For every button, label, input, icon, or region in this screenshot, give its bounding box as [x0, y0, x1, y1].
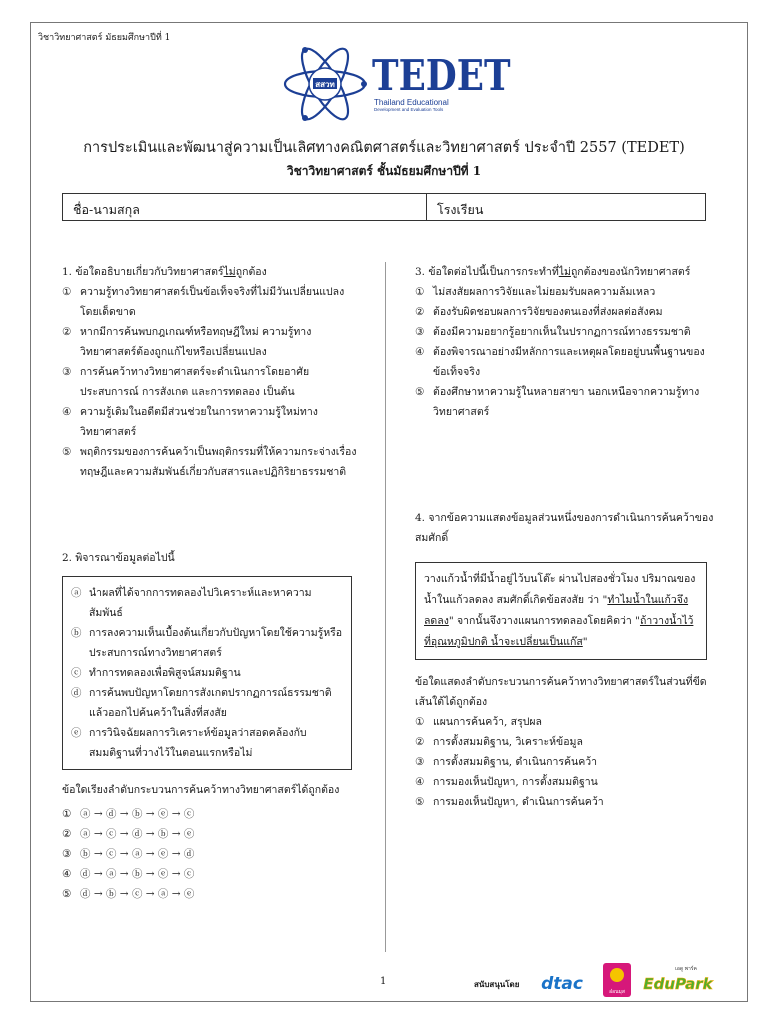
- option-text: ต้องรับผิดชอบผลการวิจัยของตนเองที่ส่งผลต่อสังคม: [433, 306, 663, 318]
- option-number: ⓑ: [71, 627, 82, 639]
- option-number: ④: [415, 346, 425, 358]
- school-label: โรงเรียน: [437, 202, 484, 217]
- option-text: ⓓ → ⓑ → ⓒ → ⓐ → ⓔ: [80, 888, 195, 900]
- option-text: นำผลที่ได้จากการทดลองไปวิเคราะห์และหาความสัมพันธ์: [89, 587, 312, 619]
- option-text: ต้องพิจารณาอย่างมีหลักการและเหตุผลโดยอยู่บนพื้นฐานของข้อเท็จจริง: [433, 346, 705, 378]
- header-subject-note: วิชาวิทยาศาสตร์ มัธยมศึกษาปีที่ 1: [38, 33, 171, 43]
- q2-box-option-4: [71, 683, 343, 723]
- option-text: ⓐ → ⓒ → ⓓ → ⓑ → ⓔ: [80, 828, 195, 840]
- question-2-info-box: [62, 576, 352, 770]
- option-number: ⑤: [62, 446, 72, 458]
- q2-option-5[interactable]: [62, 884, 362, 904]
- option-text: การลงความเห็นเบื้องต้นเกี่ยวกับปัญหาโดยใช้ความรู้หรือประสบการณ์ทางวิทยาศาสตร์: [89, 627, 343, 659]
- question-4-stem: 4. จากข้อความแสดงข้อมูลส่วนหนึ่งของการดำเนินการค้นคว้าของสมศักดิ์: [415, 512, 714, 544]
- q2-option-2[interactable]: [62, 824, 362, 844]
- q4-option-5[interactable]: [415, 792, 715, 812]
- q4-option-2[interactable]: [415, 732, 715, 752]
- exam-sub-title: วิชาวิทยาศาสตร์ ชั้นมัธยมศึกษาปีที่ 1: [286, 164, 482, 178]
- option-text: ไม่สงสัยผลการวิจัยและไม่ยอมรับผลความล้มเหลว: [433, 286, 656, 298]
- option-text: การค้นคว้าทางวิทยาศาสตร์จะดำเนินการโดยอาศัยประสบการณ์ การสังเกต และการทดลอง เป็นต้น: [80, 366, 310, 398]
- svg-text:สสวท: สสวท: [315, 80, 335, 89]
- q3-option-5[interactable]: [415, 382, 715, 422]
- option-text: ⓐ → ⓓ → ⓑ → ⓔ → ⓒ: [80, 808, 195, 820]
- option-number: ⓓ: [71, 687, 82, 699]
- option-text: การค้นพบปัญหาโดยการสังเกตปรากฏการณ์ธรรมชาติแล้วออกไปค้นคว้าในสิ่งที่สงสัย: [89, 687, 332, 719]
- option-text: การมองเห็นปัญหา, ดำเนินการค้นคว้า: [433, 796, 604, 808]
- option-number: ①: [415, 716, 425, 728]
- option-text: การมองเห็นปัญหา, การตั้งสมมติฐาน: [433, 776, 598, 788]
- question-3: [415, 262, 715, 422]
- option-text: หากมีการค้นพบกฎเกณฑ์หรือทฤษฎีใหม่ ความรู้ทางวิทยาศาสตร์ต้องถูกแก้ไขหรือเปลี่ยนแปลง: [80, 326, 312, 358]
- option-number: ①: [415, 286, 425, 298]
- option-number: ⓔ: [71, 727, 82, 739]
- question-4-options: [415, 712, 715, 812]
- q4-option-4[interactable]: [415, 772, 715, 792]
- exam-main-title: การประเมินและพัฒนาสู่ความเป็นเลิศทางคณิตศาสตร์และวิทยาศาสตร์ ประจำปี 2557 (TEDET): [83, 140, 685, 156]
- option-text: ⓓ → ⓐ → ⓑ → ⓔ → ⓒ: [80, 868, 195, 880]
- student-info-table: [62, 193, 706, 221]
- q3-option-4[interactable]: [415, 342, 715, 382]
- question-2-options: [62, 804, 362, 904]
- q2-box-option-2: [71, 623, 343, 663]
- option-number: ④: [62, 868, 72, 880]
- question-2-stem: 2. พิจารณาข้อมูลต่อไปนี้: [62, 552, 175, 564]
- option-text: ความรู้เดิมในอดีตมีส่วนช่วยในการหาความรู้ใหม่ทางวิทยาศาสตร์: [80, 406, 318, 438]
- name-label: ชื่อ-นามสกุล: [73, 202, 140, 217]
- option-number: ③: [415, 756, 425, 768]
- q3-option-3[interactable]: [415, 322, 715, 342]
- option-text: ความรู้ทางวิทยาศาสตร์เป็นข้อเท็จจริงที่ไม่มีวันเปลี่ยนแปลงโดยเด็ดขาด: [80, 286, 345, 318]
- option-number: ②: [62, 828, 72, 840]
- q3-option-2[interactable]: [415, 302, 715, 322]
- question-1-options: [62, 282, 362, 482]
- option-text: ต้องศึกษาหาความรู้ในหลายสาขา นอกเหนือจากความรู้ทางวิทยาศาสตร์: [433, 386, 700, 418]
- q1-option-3[interactable]: [62, 362, 362, 402]
- question-1: [62, 262, 362, 482]
- q4-option-1[interactable]: [415, 712, 715, 732]
- option-text: การตั้งสมมติฐาน, ดำเนินการค้นคว้า: [433, 756, 598, 768]
- question-2-question: ข้อใดเรียงลำดับกระบวนการค้นคว้าทางวิทยาศาสตร์ได้ถูกต้อง: [62, 784, 340, 796]
- q1-option-2[interactable]: [62, 322, 362, 362]
- question-4-question: ข้อใดแสดงลำดับกระบวนการค้นคว้าทางวิทยาศาสตร์ในส่วนที่ขีดเส้นใต้ได้ถูกต้อง: [415, 676, 707, 708]
- option-text: ⓑ → ⓒ → ⓐ → ⓔ → ⓓ: [80, 848, 195, 860]
- option-number: ①: [62, 286, 72, 298]
- q2-option-3[interactable]: [62, 844, 362, 864]
- svg-text:dtac: dtac: [541, 974, 583, 994]
- tedet-wordmark: TEDET: [372, 51, 511, 100]
- question-2-box-items: [71, 583, 343, 763]
- option-number: ①: [62, 808, 72, 820]
- tedet-logo: [372, 51, 511, 114]
- option-text: แผนการค้นคว้า, สรุปผล: [433, 716, 542, 728]
- option-text: การตั้งสมมติฐาน, วิเคราะห์ข้อมูล: [433, 736, 583, 748]
- option-number: ⑤: [415, 386, 425, 398]
- edupark-logo: [643, 962, 713, 996]
- q2-box-option-3: [71, 663, 343, 683]
- option-number: ⑤: [415, 796, 425, 808]
- question-3-options: [415, 282, 715, 422]
- option-number: ②: [62, 326, 72, 338]
- page-number: 1: [380, 976, 387, 987]
- option-number: ④: [415, 776, 425, 788]
- option-text: ทำการทดลองเพื่อพิสูจน์สมมติฐาน: [89, 667, 241, 679]
- question-3-stem: 3. ข้อใดต่อไปนี้เป็นการกระทำที่ไม่ถูกต้องของนักวิทยาศาสตร์: [415, 266, 691, 278]
- option-number: ③: [62, 848, 72, 860]
- option-number: ⓒ: [71, 667, 82, 679]
- svg-text:เอดู พาร์ค: เอดู พาร์ค: [675, 966, 697, 972]
- option-number: ③: [415, 326, 425, 338]
- option-number: ③: [62, 366, 72, 378]
- supported-by-label: สนับสนุนโดย: [474, 980, 520, 989]
- q1-option-4[interactable]: [62, 402, 362, 442]
- option-text: ต้องมีความอยากรู้อยากเห็นในปรากฏการณ์ทางธรรมชาติ: [433, 326, 691, 338]
- q2-option-4[interactable]: [62, 864, 362, 884]
- option-number: ④: [62, 406, 72, 418]
- tedet-subtitle-1: Thailand Educational: [374, 98, 449, 107]
- tedet-subtitle-2: Development and Evaluation Tools: [374, 107, 444, 112]
- dtac-logo: [536, 968, 588, 996]
- question-4-passage-box: วางแก้วน้ำที่มีน้ำอยู่ไว้บนโต๊ะ ผ่านไปสองชั่วโมง ปริมาณของน้ำในแก้วลดลง สมศักดิ์เกิดข้อสงสัย ว่า "ทำไมน้ำในแก้วจึงลดลง" จากนั้นจึงวางแผนการทดลองโดยคิดว่า "ถ้าวางน้ำไว้ที่อุณหภูมิปกติ น้ำจะเปลี่ยนเป็นแก๊ส": [415, 562, 707, 660]
- option-text: การวินิจฉัยผลการวิเคราะห์ข้อมูลว่าสอดคล้องกับสมมติฐานที่วางไว้ในตอนแรกหรือไม่: [89, 727, 307, 759]
- question-4: [415, 508, 715, 812]
- column-divider: [385, 262, 386, 952]
- question-1-stem: 1. ข้อใดอธิบายเกี่ยวกับวิทยาศาสตร์ไม่ถูกต้อง: [62, 266, 267, 278]
- q3-option-1[interactable]: [415, 282, 715, 302]
- q4-option-3[interactable]: [415, 752, 715, 772]
- option-number: ⑤: [62, 888, 72, 900]
- name-field[interactable]: [63, 194, 427, 220]
- school-field[interactable]: [427, 194, 705, 220]
- logo-row: [0, 48, 768, 120]
- onmus-logo: [602, 962, 632, 998]
- q1-option-5[interactable]: [62, 442, 362, 482]
- option-text: พฤติกรรมของการค้นคว้าเป็นพฤติกรรมที่ให้ความกระจ่างเรื่องทฤษฎีและความสัมพันธ์เกี่ยวกับสสารและปฏิกิริยาธรรมชาติ: [80, 446, 357, 478]
- option-number: ⓐ: [71, 587, 82, 599]
- ipst-emblem-logo: [280, 48, 370, 120]
- option-number: ②: [415, 306, 425, 318]
- q2-option-1[interactable]: [62, 804, 362, 824]
- q1-option-1[interactable]: [62, 282, 362, 322]
- svg-text:EduPark: EduPark: [643, 975, 713, 993]
- q2-box-option-5: [71, 723, 343, 763]
- option-number: ②: [415, 736, 425, 748]
- svg-text:อ๋อนมุส: อ๋อนมุส: [609, 989, 625, 995]
- question-2: [62, 548, 362, 904]
- q2-box-option-1: [71, 583, 343, 623]
